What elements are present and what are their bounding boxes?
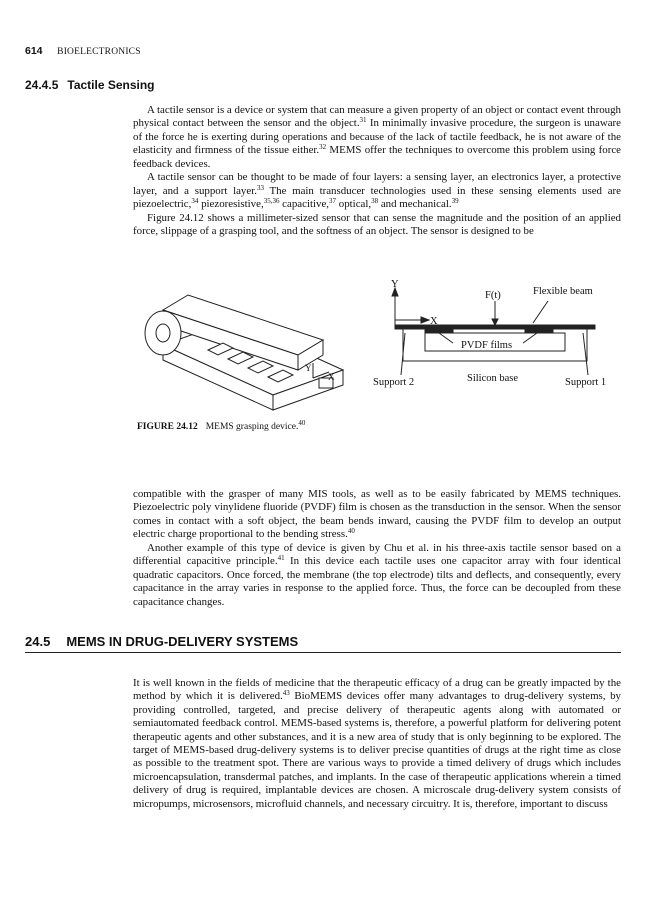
para1-text-a: A tactile sensor is a device or system that can measure a given property of an object or contact event through physical contact between the sensor and the object. [133, 104, 621, 130]
para3-text-a: Figure 24.12 shows a millimeter-sized sensor that can sense the magnitude and the position of an applied force, slippage of a grasping tool, and the softness of an object. The sensor is designed to be [133, 211, 621, 238]
x-arrowhead [421, 317, 429, 323]
para5-text-a: Another example of this type of device is given by Chu et al. in his three-axis tactile sensor based on a differential capacitive principle. [133, 541, 621, 568]
ref-37: 37 [329, 197, 337, 206]
support-1-label: Support 1 [565, 377, 607, 388]
para2-text-e: optical, [336, 198, 372, 211]
ref-39: 39 [451, 197, 459, 206]
section-number: 24.5 [25, 634, 51, 649]
para4-text-a: compatible with the grasper of many MIS tools, as well as to be easily fabricated by MEMS techniques. Piezoelectric poly vinylidene fluoride (PVDF) film is chosen as the transduction in the sensor. When the sensor comes in contact with a soft object, the beam bends inward, causing the PVDF film to develop an output electric charge proportional to the bending stress. [133, 488, 621, 541]
force-label: F(t) [485, 290, 501, 301]
text-block-intro [133, 104, 621, 239]
subsection-heading [25, 78, 155, 92]
force-arrowhead [492, 319, 498, 325]
caption-label: FIGURE 24.12 [137, 422, 198, 432]
paragraph-6 [133, 677, 621, 811]
text-block-drug-delivery [133, 677, 621, 811]
paragraph-2 [133, 171, 621, 211]
page-number: 614 [25, 45, 43, 57]
para6-text-b: BioMEMS devices offer many advantages to drug-delivery systems, by providing controlled, targeted, and precise delivery of therapeutic agents along with automated or semiautomated feedback control. MEMS-based systems is, therefore, a powerful platform for delivering potent therapeutic agents and other substances, and it is a new area of study that is only beginning to be explored. The target of MEMS-based drug-delivery systems is to deliver precise quantities of drugs at the right time as close as possible to the treatment spot. There are various ways to provide a timed delivery of drugs which includes microencapsulation, transdermal patches, and implants. In the case of therapeutic applications wherein a timed delivery of drug is required, implantable devices are chosen. A microscale drug-delivery system consists of micropumps, microsensors, microfluid channels, and necessary circuitry. It is, therefore, important to discuss [133, 690, 621, 810]
para2-text-f: and mechanical. [378, 198, 452, 211]
para5-text-b: In this device each tactile uses one capacitor array with four identical quadratic capacitors. Once forced, the membrane (the top electrode) tilts and deflects, and consequently, every capacitance in the array varies in response to the applied force. Thus, the force can be decoupled from these capacitance changes. [133, 555, 621, 608]
flexible-beam-label: Flexible beam [533, 286, 593, 297]
ref-33: 33 [256, 183, 264, 192]
running-title: BIOELECTRONICS [57, 47, 141, 57]
section-title: MEMS IN DRUG-DELIVERY SYSTEMS [66, 634, 299, 649]
silicon-base-label: Silicon base [467, 373, 519, 384]
para2-text-a: A tactile sensor can be thought to be made of four layers: a sensing layer, an electronics layer, a protective layer, and a support layer. [133, 171, 621, 197]
para2-text-c: piezoresistive, [198, 198, 264, 211]
ref-41: 41 [277, 554, 285, 563]
x-axis-label: X [430, 316, 438, 327]
pvdf-leader-left [439, 333, 453, 343]
pvdf-films-label: PVDF films [461, 340, 513, 351]
paragraph-4 [133, 488, 621, 542]
paragraph-5 [133, 542, 621, 609]
para2-text-b: The main transducer technologies used in these sensing elements used are piezoelectric, [133, 184, 621, 211]
subsection-number: 24.4.5 [25, 78, 59, 92]
figure-caption [137, 419, 306, 432]
para1-text-c: MEMS offer the techniques to overcome this problem using force feedback devices. [133, 144, 621, 170]
pvdf-leader-right [523, 333, 537, 343]
subsection-title: Tactile Sensing [67, 78, 155, 92]
support-2-label: Support 2 [373, 377, 415, 388]
ref-31: 31 [359, 116, 367, 125]
schematic [392, 288, 595, 375]
ref-43: 43 [282, 689, 290, 698]
beam-leader [533, 301, 548, 323]
caption-ref-40: 40 [298, 419, 306, 427]
drawing-y-label: Y [305, 363, 312, 373]
paragraph-1 [133, 104, 621, 171]
y-axis-label: Y [391, 279, 399, 290]
para2-text-d: capacitive, [279, 198, 330, 211]
para1-text-b: In minimally invasive procedure, the surgeon is unaware of the force he is exerting during operations and because of the lack of tactile feedback, he is not aware of the elasticity and firmness of the tissue either. [133, 117, 621, 157]
ref-40: 40 [347, 527, 355, 536]
caption-text: MEMS grasping device. [205, 422, 299, 432]
running-head [25, 45, 141, 57]
ref-38: 38 [371, 197, 379, 206]
ref-34: 34 [191, 197, 199, 206]
pvdf-film-left [425, 329, 453, 333]
paragraph-3 [133, 212, 621, 239]
ref-32: 32 [319, 143, 327, 152]
para6-text-a: It is well known in the fields of medicine that the therapeutic efficacy of a drug can be greatly impacted by the method by which it is delivered. [133, 677, 621, 703]
section-heading [25, 634, 621, 653]
text-block-continued [133, 488, 621, 609]
ref-35-36: 35,36 [263, 197, 280, 206]
pvdf-film-right [525, 329, 553, 333]
drawing-x-label: X [328, 372, 335, 382]
grasper-hinge-hole [156, 324, 170, 342]
figure-24-12 [133, 275, 621, 445]
figure-drawing [133, 275, 621, 425]
grasper-drawing [145, 295, 343, 410]
